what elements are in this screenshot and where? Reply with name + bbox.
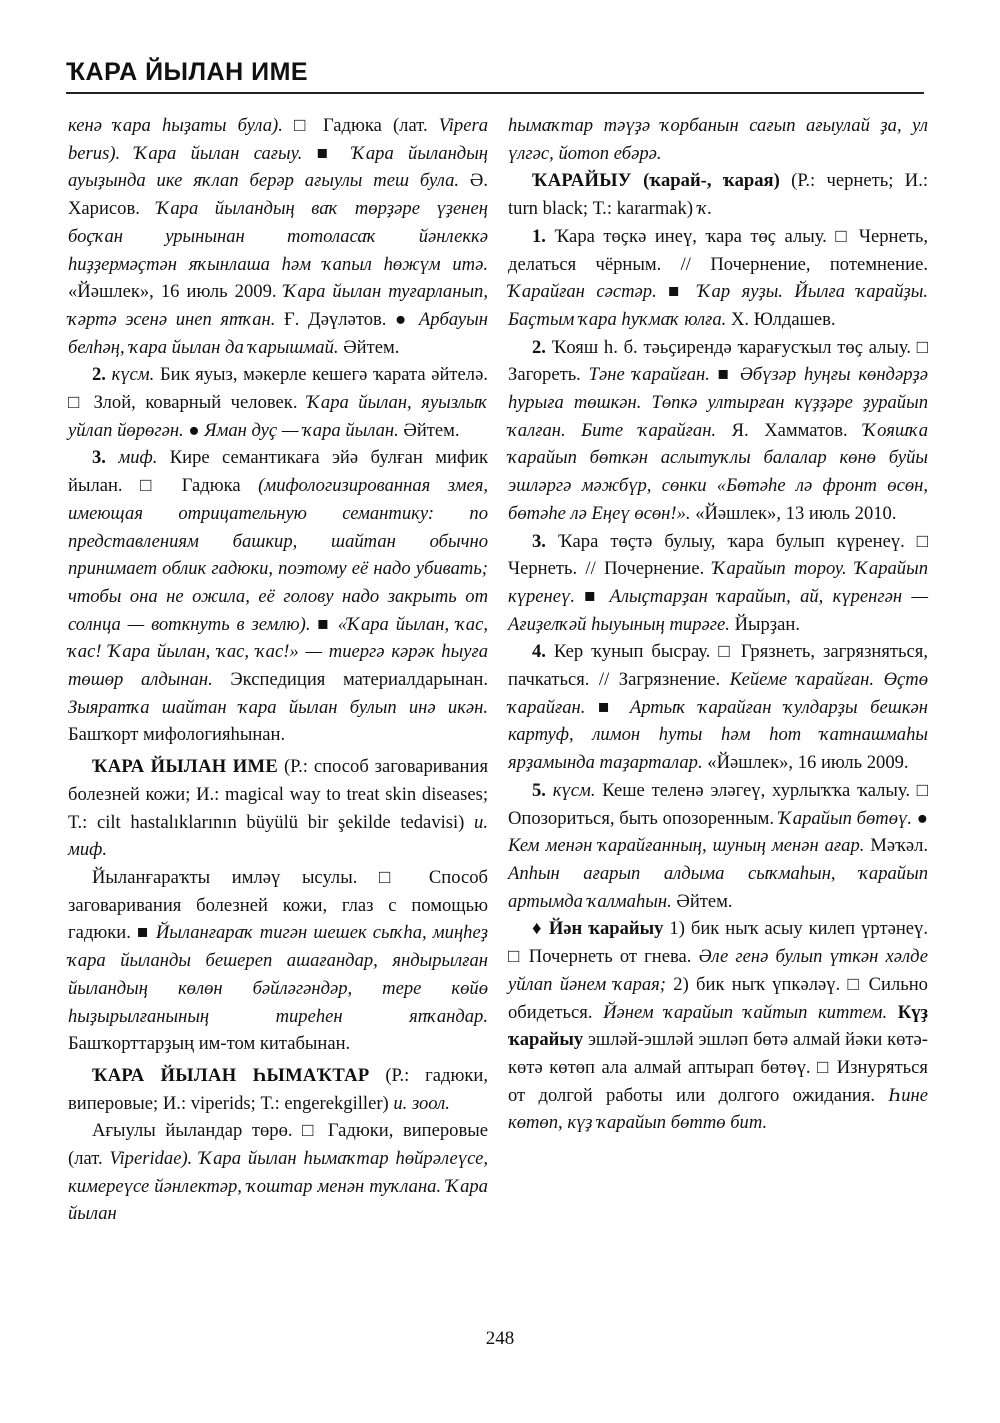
- right-column: [508, 112, 928, 1137]
- diamond-icon: ♦: [532, 918, 543, 940]
- sense-5-right: 5. күсм. Кеше теленә эләгеү, хурлыҡҡа ҡалыу. □ Опозориться, быть опозоренным. Ҡарайып бөтөү. ● Кем менән ҡарайғанның, шуның менән ағар. Мәҡәл. Апһын ағарып алдыма сыҡмаһын, ҡарайып артымда ҡалмаһын. Әйтем.: [508, 779, 928, 912]
- sense-3-right: 3. Ҡара төҫтә булыу, ҡара булып күренеү. □ Чернеть. // Почернение. Ҡарайып тороу. Ҡарайып күренеү. ■ Алыҫтарҙан ҡарайып, ай, күренгән — Ағиҙелҡәй һыуының тирәге. Йырҙан.: [508, 530, 928, 635]
- sense-2-right: 2. Ҡояш һ. б. тәьҫирендә ҡарағусҡыл төҫ алыу. □ Загореть. Тәне ҡарайған. ■ Әбүзәр һуңғы көндәрҙә һурыға төшкән. Төпкә ултырған күҙҙәре ҙурайып ҡалған. Бите ҡарайған. Я. Хамматов. Ҡояшҡа ҡарайып бөткән аслытуҡлы балалар көнө буйы эшләргә мәжбүр, сөнки «Бөтәһе лә фронт өсөн, бөтәһе лә Еңеү өсөн!». «Йәшлек», 13 июль 2010.: [508, 336, 929, 524]
- sense-3: 3. миф. Кире семантикаға эйә булған мифик йылан. □ Гадюка (мифологизированная змея, имеющая отрицательную семантику: по представлениям башкир, шайтан обычно принимает облик гадюки, поэтому её надо убивать; чтобы она не ожила, её голову надо закрыть от солнца — воткнуть в землю). ■ «Ҡара йылан, ҡас, ҡас! Ҡара йылан, ҡас, ҡас!» — тиергә кәрәк һыуға төшөр алдынан. Экспедиция материалдарынан. Зыяратҡа шайтан ҡара йылан булып инә икән. Башҡорт мифологияһынан.: [68, 447, 489, 746]
- running-head: ҠАРА ЙЫЛАН ИМЕ: [66, 58, 309, 86]
- entry-kara-yylan-ime: ҠАРА ЙЫЛАН ИМЕ (Р.: способ заговаривания болезней кожи; И.: magical way to treat skin diseases; Т.: cilt hastalıklarının büyülü bir şekilde tedavisi) и. миф.: [68, 756, 488, 861]
- left-column: [68, 112, 488, 1228]
- entry-kara-yylan-ime-body: Йыланғараҡты имләү ысулы. □ Способ заговаривания болезней кожи, глаз с помощью гадюки. ■ Йыланғараҡ тигән шешек сыҡһа, миңһеҙ ҡара йыланды бешереп ашағандар, яндырылған йыландың көлөн бәйләгәндәр, тере көйө һыҙырылғанының тиреһен япҡандар. Башҡорттарҙың им-том китабынан.: [68, 866, 488, 1055]
- headword: ҠАРАЙЫУ: [532, 170, 632, 192]
- sense-1: 1. Ҡара төҫкә инеү, ҡара төҫ алыу. □ Чернеть, делаться чёрным. // Почернение, потемнение. Ҡарайған сәстәр. ■ Ҡар яуҙы. Йылға ҡарайҙы. Баҫтым ҡара һуҡмаҡ юлға. Х. Юлдашев.: [508, 225, 928, 330]
- phraseology: ♦ Йән ҡарайыу 1) бик ныҡ асыу килеп үртәнеү. □ Почернеть от гнева. Әле генә булып үткән хәлде уйлап йәнем ҡарая; 2) бик ныҡ үпкәләү. □ Сильно обидеться. Йәнем ҡарайып ҡайтып киттем. Күҙ ҡарайыу эшләй-эшләй эшләп бөтә алмай йәки көтә-көтә көтөп ала алмай аптырап бөтөү. □ Изнуряться от долгой работы или долгого ожидания. Һине көтөп, күҙ ҡарайып бөттө бит.: [508, 918, 928, 1134]
- header-rule: [66, 92, 924, 94]
- headword: ҠАРА ЙЫЛАН ҺЫМАҠТАР: [92, 1064, 370, 1086]
- page-number: 248: [485, 1328, 515, 1349]
- sense-4-right: 4. Кер ҡунып бысрау. □ Грязнеть, загрязняться, пачкаться. // Загрязнение. Кейеме ҡарайған. Өҫтө ҡарайған. ■ Артыҡ ҡарайған ҡулдарҙы бешкән картуф, лимон һуты һәм һот ҡатнашмаһы ярҙамында таҙарталар. «Йәшлек», 16 июль 2009.: [508, 641, 928, 774]
- entry-karaiyu: ҠАРАЙЫУ (ҡарай-, ҡарая) (Р.: чернеть; И.: turn black; Т.: kararmak) ҡ.: [508, 170, 929, 220]
- entry-continuation: кенә ҡара һыҙаты була). □ Гадюка (лат. Vipera berus). Ҡара йылан сағыу. ■ Ҡара йыландың ауыҙында ике яҡлап берәр ағыулы теш була. Ә. Харисов. Ҡара йыландың ваҡ төрҙәре үҙенең боҫҡан урынынан тотоласаҡ йәнлеккә һиҙҙермәҫтән яҡынлаша һәм ҡапыл һөжүм итә. «Йәшлек», 16 июль 2009. Ҡара йылан туғарланып, ҡәртә эсенә инеп ятҡан. Ғ. Дәүләтов. ● Арбауын белһәң, ҡара йылан да ҡарышмай. Әйтем.: [68, 115, 489, 358]
- entry-kara-yylan-hymaktar-body: Ағыулы йыландар төрө. □ Гадюки, виперовые (лат. Viperidae). Ҡара йылан һымаҡтар һөйрәлеүсе, кимереүсе йәнлектәр, ҡоштар менән туҡлана. Ҡара йылан: [68, 1120, 488, 1225]
- sense-2: 2. күсм. Бик яуыз, мәкерле кешегә ҡарата әйтелә. □ Злой, коварный человек. Ҡара йылан, яуызлыҡ уйлап йөрөгән. ● Яман дуҫ — ҡара йылан. Әйтем.: [68, 364, 488, 441]
- entry-kara-yylan-hymaktar: ҠАРА ЙЫЛАН ҺЫМАҠТАР (Р.: гадюки, виперовые; И.: viperids; Т.: engerekgiller) и. зоол.: [68, 1064, 488, 1114]
- entry-continuation-right: һымаҡтар тәүҙә ҡорбанын сағып ағыулай ҙа, ул үлгәс, йотоп ебәрә.: [508, 115, 928, 164]
- headword: ҠАРА ЙЫЛАН ИМЕ: [92, 756, 279, 778]
